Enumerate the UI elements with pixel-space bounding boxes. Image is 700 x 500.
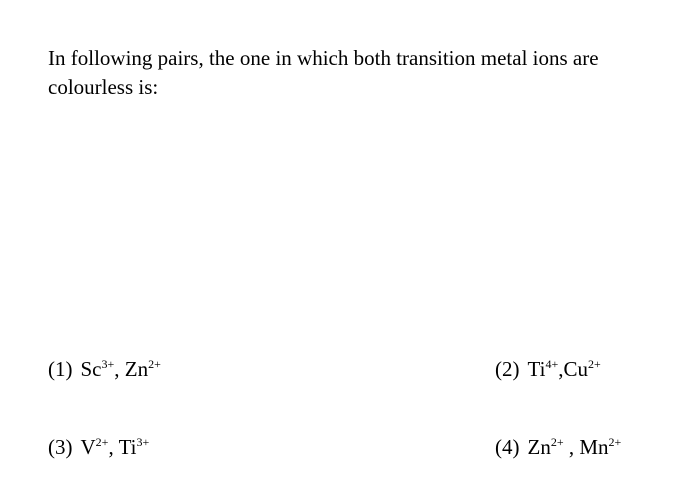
ion-symbol: Zn xyxy=(527,435,551,459)
option-number: (3) xyxy=(48,435,73,459)
ion-charge: 2+ xyxy=(95,435,109,449)
option-number: (4) xyxy=(495,435,520,459)
option-number: (1) xyxy=(48,357,73,381)
question-text: In following pairs, the one in which both transition metal ions are colourless is: xyxy=(48,46,599,99)
option-1[interactable] xyxy=(48,355,161,383)
ion-symbol: Zn xyxy=(124,357,149,381)
ion-symbol: Sc xyxy=(80,357,102,381)
ion-charge: 3+ xyxy=(136,435,150,449)
ion-symbol: Mn xyxy=(579,435,609,459)
ion-charge: 2+ xyxy=(148,357,161,371)
ion-symbol: V xyxy=(80,435,96,459)
option-3[interactable] xyxy=(48,433,149,461)
ion-symbol: Ti xyxy=(118,435,137,459)
option-number: (2) xyxy=(495,357,520,381)
option-2[interactable] xyxy=(495,355,601,383)
ion-separator: , xyxy=(114,357,125,381)
ion-symbol: Cu xyxy=(563,357,588,381)
option-4[interactable] xyxy=(495,433,621,461)
ion-symbol: Ti xyxy=(527,357,546,381)
ion-charge: 3+ xyxy=(101,357,115,371)
ion-charge: 4+ xyxy=(545,357,559,371)
ion-separator: , xyxy=(558,357,564,381)
ion-separator: , xyxy=(108,435,119,459)
ion-charge: 2+ xyxy=(608,435,622,449)
ion-charge: 2+ xyxy=(587,357,601,371)
ion-charge: 2+ xyxy=(550,435,564,449)
ion-separator: , xyxy=(563,435,580,459)
